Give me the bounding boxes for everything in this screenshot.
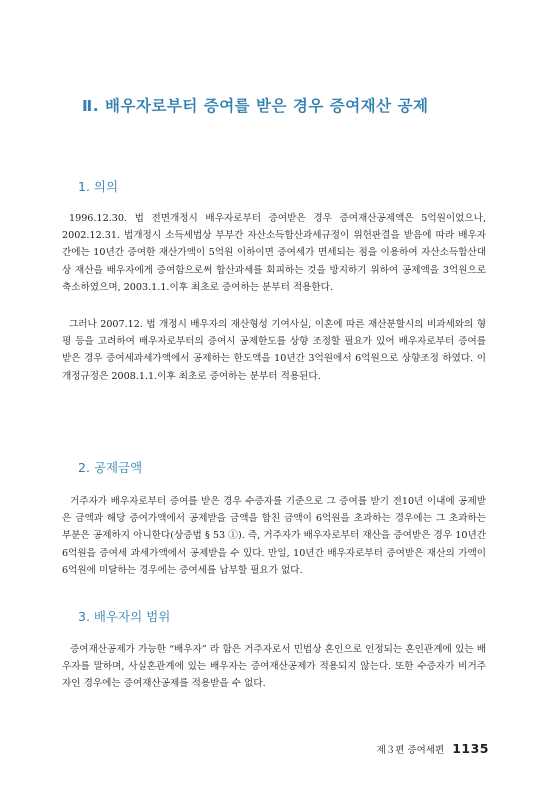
paragraph-2-1: 거주자가 배우자로부터 증여를 받은 경우 수증자를 기준으로 그 증여를 받기 전10년 이내에 공제받은 금액과 해당 증여가액에서 공제받을 금액을 합친 금액이 6억원을 초과하는 경우에는 그 초과하는 부분은 공제하지 아니한다(상증법 § 53 ①). 즉, 거주자가 배우자로부터 재산을 증여받은 경우 10년간 6억원을 증여세 과세가액에서 공제받을 수 있다. 만일, 10년간 배우자로부터 증여받은 재산의 가액이 6억원에 미달하는 경우에는 증여세를 납부할 필요가 없다. — [62, 496, 486, 576]
section-heading-3: 3. 배우자의 범위 — [78, 609, 171, 624]
page-title: Ⅱ. 배우자로부터 증여를 받은 경우 증여재산 공제 — [82, 97, 429, 115]
paragraph-3-1: 증여재산공제가 가능한 “배우자” 라 함은 거주자로서 민법상 혼인으로 인정되는 혼인관계에 있는 배우자를 말하며, 사실혼관계에 있는 배우자는 증여재산공제가 적용되지 않는다. 또한 수증자가 비거주자인 경우에는 증여재산공제를 적용받을 수 없다. — [62, 644, 486, 690]
page-number: 1135 — [452, 741, 489, 756]
paragraph-1-2: 그러나 2007.12. 법 개정시 배우자의 재산형성 기여사실, 이혼에 따른 재산분할시의 비과세와의 형평 등을 고려하여 배우자로부터의 증여시 공제한도를 상향 조정할 필요가 있어 배우자로부터 증여를 받은 경우 증여세과세가액에서 공제하는 한도액을 10년간 3억원에서 6억원으로 상향조정 하였다. 이 개정규정은 2008.1.1.이후 최초로 증여하는 분부터 적용된다. — [62, 319, 486, 382]
paragraph-1-1: 1996.12.30. 법 전면개정시 배우자로부터 증여받은 경우 증여재산공제액은 5억원이었으나, 2002.12.31. 법개정시 소득세법상 부부간 자산소득합산과세규정이 위헌판결을 받음에 따라 배우자간에는 10년간 증여한 재산가액이 5억원 이하이면 증여세가 면세되는 점을 이용하여 자산소득합산대상 재산을 배우자에게 증여함으로써 합산과세를 회피하는 것을 방지하기 위하여 공제액을 3억원으로 축소하였으며, 2003.1.1.이후 최초로 증여하는 분부터 적용한다. — [62, 213, 486, 293]
part-label: 제３편 증여세편 — [376, 745, 445, 756]
section-heading-1: 1. 의의 — [78, 179, 119, 194]
section-heading-2: 2. 공제금액 — [78, 460, 143, 475]
page-footer — [377, 741, 489, 756]
